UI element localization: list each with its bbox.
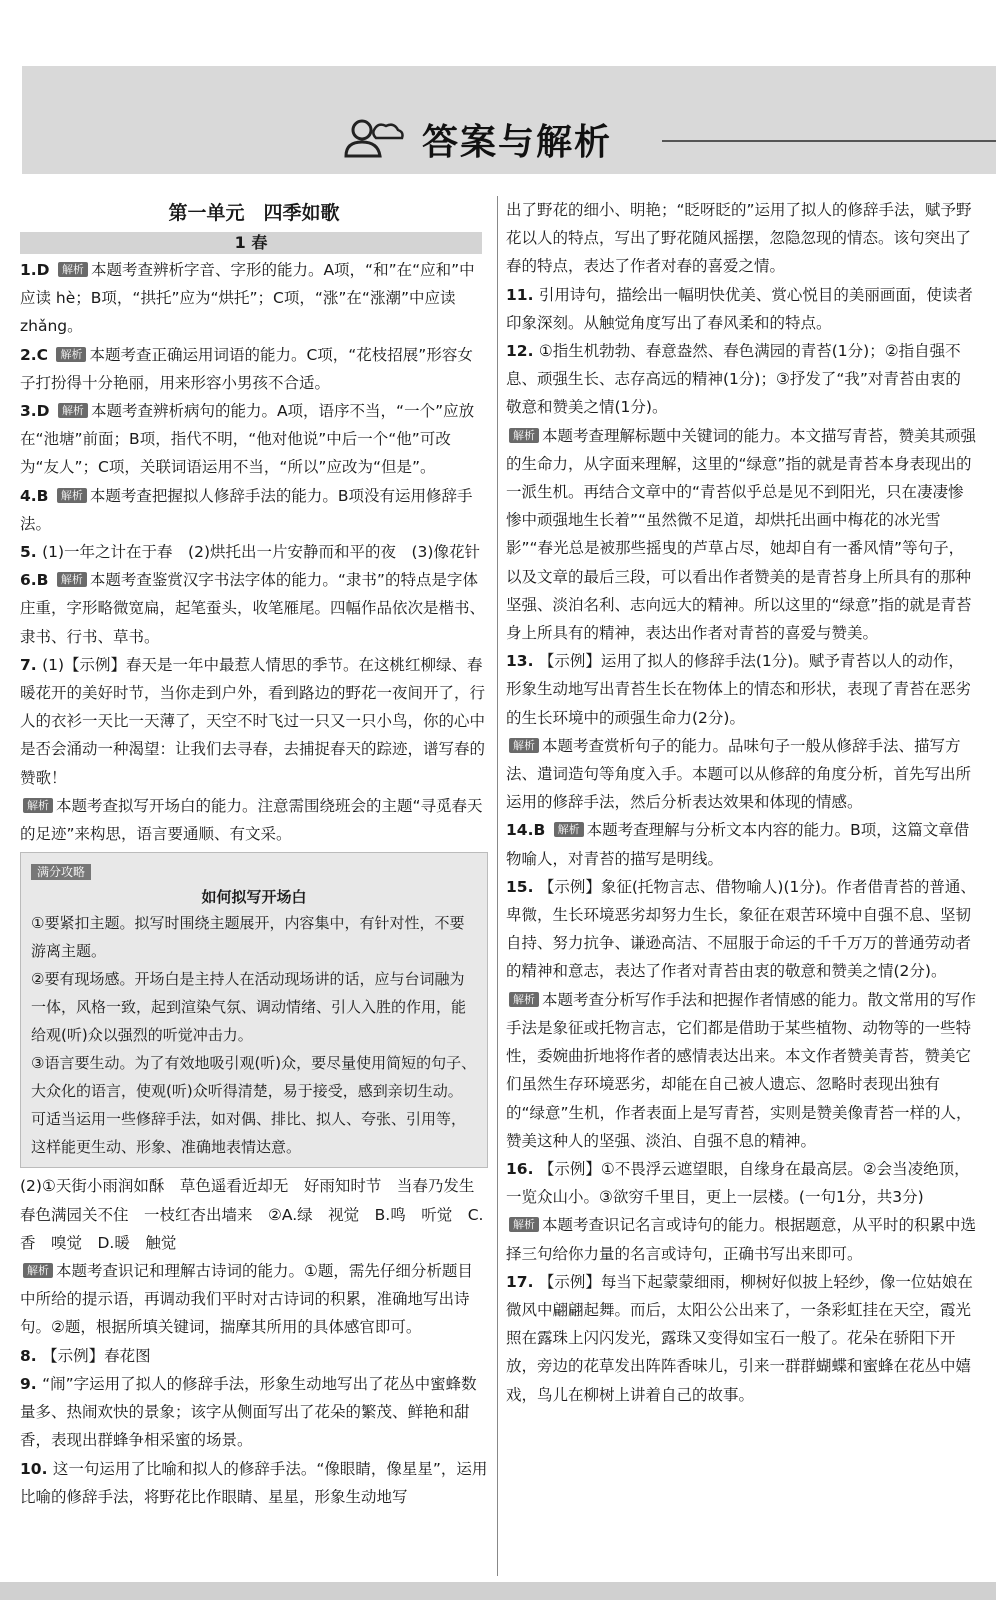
answer-text: 本题考查把握拟人修辞手法的能力。B项没有运用修辞手法。 xyxy=(20,486,473,533)
analysis-tag: 解析 xyxy=(23,798,53,813)
answer-number: 17. xyxy=(506,1272,539,1291)
column-divider xyxy=(497,196,498,1576)
tip-box xyxy=(20,852,488,1168)
left-column xyxy=(20,196,488,1511)
answer-item xyxy=(506,647,976,732)
answer-item xyxy=(20,1455,488,1511)
answer-number: 2.C xyxy=(20,345,54,364)
answer-item xyxy=(20,256,488,341)
answer-item xyxy=(506,422,976,648)
answer-text: 【示例】①不畏浮云遮望眼，自缘身在最高层。②会当凌绝顶，一览众山小。③欲穷千里目，更上一层楼。(一句1分，共3分) xyxy=(506,1159,970,1207)
answer-number: 10. xyxy=(20,1459,53,1478)
answer-text: 本题考查正确运用词语的能力。C项，“花枝招展”形容女子打扮得十分艳丽，用来形容小男孩不合适。 xyxy=(20,345,473,392)
analysis-tag: 解析 xyxy=(509,428,539,443)
answer-item xyxy=(506,1268,976,1409)
answer-text: 【示例】运用了拟人的修辞手法(1分)。赋予青苔以人的动作，形象生动地写出青苔生长在物体上的情态和形状，表现了青苔在恶劣的生长环境中的顽强生命力(2分)。 xyxy=(506,652,972,727)
tip-paragraph: ①要紧扣主题。拟写时围绕主题展开，内容集中，有针对性，不要游离主题。 xyxy=(31,914,465,961)
answer-item xyxy=(20,1370,488,1455)
cloud-person-icon xyxy=(340,116,406,160)
answer-item xyxy=(506,986,976,1155)
answer-item xyxy=(506,337,976,422)
lesson-title: 1 春 xyxy=(20,232,482,254)
answer-number: 6.B xyxy=(20,571,54,590)
page-bottom-bar xyxy=(0,1582,996,1600)
answer-list-left xyxy=(20,256,488,848)
answer-text: 本题考查理解标题中关键词的能力。本文描写青苔，赞美其顽强的生命力，从字面来理解，这里的“绿意”指的就是青苔本身表现出的一派生机。再结合文章中的“青苔似乎总是见不到阳光，只在凄凄惨惨中顽强地生长着”“虽然微不足道，却烘托出画中梅花的冰光雪影”“春光总是被那些摇曳的芦草占尽，她却自有一番风情”等句子，以及文章的最后三段，可以看出作者赞美的是青苔身上所具有的那种坚强、淡泊名利、志向远大的精神。所以这里的“绿意”指的就是青苔身上所具有的精神，表达出作者对青苔的喜爱与赞美。 xyxy=(506,426,977,643)
analysis-tag: 解析 xyxy=(57,488,87,503)
answer-item xyxy=(506,281,976,337)
answer-text: 【示例】春花图 xyxy=(42,1346,151,1365)
answer-text: (2)①天街小雨润如酥 草色遥看近却无 好雨知时节 当春乃发生 春色满园关不住 一枝红杏出墙来 ②A.绿 视觉 B.鸣 听觉 C.香 嗅觉 D.暖 触觉 xyxy=(20,1177,490,1252)
answer-text: 本题考查鉴赏汉字书法字体的能力。“隶书”的特点是字体庄重，字形略微宽扁，起笔蚕头，收笔雁尾。四幅作品依次是楷书、隶书、行书、草书。 xyxy=(20,571,486,646)
answer-item xyxy=(506,196,976,281)
answer-text: 本题考查识记和理解古诗词的能力。①题，需先仔细分析题目中所给的提示语，再调动我们平时对古诗词的积累，准确地写出诗句。②题，根据所填关键词，揣摩其所用的具体感官即可。 xyxy=(20,1262,473,1337)
answer-number: 5. xyxy=(20,543,43,562)
answer-text: 出了野花的细小、明艳；“眨呀眨的”运用了拟人的修辞手法，赋予野花以人的特点，写出了野花随风摇摆，忽隐忽现的情态。该句突出了春的特点，表达了作者对春的喜爱之情。 xyxy=(506,201,972,276)
answer-text: 【示例】象征(托物言志、借物喻人)(1分)。作者借青苔的普通、卑微，生长环境恶劣却努力生长，象征在艰苦环境中自强不息、坚韧自持、努力抗争、谦逊高洁、不屈服于命运的千千万万的普通劳动者的精神和意志，表达了作者对青苔由衷的敬意和赞美之情(2分)。 xyxy=(506,877,976,981)
analysis-tag: 解析 xyxy=(56,347,86,362)
answer-number: 3.D xyxy=(20,402,55,421)
analysis-tag: 解析 xyxy=(554,822,584,837)
tip-title: 如何拟写开场白 xyxy=(201,888,307,907)
answer-item xyxy=(506,1211,976,1267)
answer-item xyxy=(20,341,488,397)
tip-paragraph: ③语言要生动。为了有效地吸引观(听)众，要尽量使用简短的句子、大众化的语言，使观(听)众听得清楚，易于接受，感到亲切生动。可适当运用一些修辞手法，如对偶、排比、拟人、夸张、引用等，这样能更生动、形象、准确地表情达意。 xyxy=(31,1054,477,1157)
tip-paragraph: ②要有现场感。开场白是主持人在活动现场讲的话，应与台词融为一体，风格一致，起到渲染气氛、调动情绪、引人入胜的作用，能给观(听)众以强烈的听觉冲击力。 xyxy=(31,970,467,1045)
answer-item xyxy=(506,873,976,986)
answer-item xyxy=(506,1155,976,1211)
answer-number: 14.B xyxy=(506,821,551,840)
right-column xyxy=(506,196,976,1409)
answer-number: 8. xyxy=(20,1346,43,1365)
answer-text: 【示例】每当下起蒙蒙细雨，柳树好似披上轻纱，像一位姑娘在微风中翩翩起舞。而后，太阳公公出来了，一条彩虹挂在天空，霞光照在露珠上闪闪发光，露珠又变得如宝石一般了。花朵在骄阳下开放，旁边的花草发出阵阵香味儿，引来一群群蝴蝶和蜜蜂在花丛中嬉戏，鸟儿在柳树上讲着自己的故事。 xyxy=(506,1272,973,1404)
answer-text: 本题考查赏析句子的能力。品味句子一般从修辞手法、描写方法、遣词造句等角度入手。本题可以从修辞的角度分析，首先写出所运用的修辞手法，然后分析表达效果和体现的情感。 xyxy=(506,736,972,812)
answer-item xyxy=(20,1342,488,1370)
answer-list-right xyxy=(506,196,976,1409)
answer-item xyxy=(506,732,976,817)
answer-item xyxy=(20,538,488,566)
answer-item xyxy=(20,566,488,651)
answer-text: 这一句运用了比喻和拟人的修辞手法。“像眼睛，像星星”，运用比喻的修辞手法，将野花比作眼睛、星星，形象生动地写 xyxy=(20,1459,488,1506)
answer-item xyxy=(20,792,488,848)
answer-text: 本题考查理解与分析文本内容的能力。B项，这篇文章借物喻人，对青苔的描写是明线。 xyxy=(506,821,970,868)
answer-item xyxy=(20,397,488,482)
analysis-tag: 解析 xyxy=(58,403,88,418)
answer-item xyxy=(20,482,488,538)
answer-number: 4.B xyxy=(20,486,54,505)
analysis-tag: 解析 xyxy=(58,262,88,277)
answer-number: 1.D xyxy=(20,261,55,279)
answer-item xyxy=(20,651,488,792)
answer-number: 13. xyxy=(506,652,539,671)
header-rule xyxy=(662,140,996,142)
answer-number: 16. xyxy=(506,1159,539,1178)
analysis-tag: 解析 xyxy=(509,992,539,1007)
answer-list-left-continued xyxy=(20,1172,488,1510)
answer-number: 11. xyxy=(506,285,539,304)
tip-tag: 满分攻略 xyxy=(31,864,91,880)
answer-text: 本题考查拟写开场白的能力。注意需围绕班会的主题“寻觅春天的足迹”来构思，语言要通顺、有文采。 xyxy=(20,796,483,844)
analysis-tag: 解析 xyxy=(509,1217,539,1232)
page-title: 答案与解析 xyxy=(422,122,613,163)
answer-number: 9. xyxy=(20,1374,43,1393)
answer-text: (1)一年之计在于春 (2)烘托出一片安静而和平的夜 (3)像花针 xyxy=(42,543,480,562)
answer-text: 本题考查分析写作手法和把握作者情感的能力。散文常用的写作手法是象征或托物言志，它们都是借助于某些植物、动物等的一些特性，委婉曲折地将作者的感情表达出来。本文作者赞美青苔，赞美它们虽然生存环境恶劣，却能在自己被人遗忘、忽略时表现出独有的“绿意”生机，作者表面上是写青苔，实则是赞美像青苔一样的人，赞美这种人的坚强、淡泊、自强不息的精神。 xyxy=(506,990,977,1150)
answer-item xyxy=(20,1257,488,1342)
answer-text: (1)【示例】春天是一年中最惹人情思的季节。在这桃红柳绿、春暖花开的美好时节，当你走到户外，看到路边的野花一夜间开了，行人的衣衫一天比一天薄了，天空不时飞过一只又一只小鸟，你的心中是否会涌动一种渴望：让我们去寻春，去捕捉春天的踪迹，谱写春的赞歌！ xyxy=(20,655,486,787)
unit-title: 第一单元 四季如歌 xyxy=(168,202,340,224)
answer-text: 本题考查识记名言或诗句的能力。根据题意，从平时的积累中选择三句给你力量的名言或诗句，正确书写出来即可。 xyxy=(506,1216,977,1263)
answer-text: 引用诗句，描绘出一幅明快优美、赏心悦目的美丽画面，使读者印象深刻。从触觉角度写出了春风柔和的特点。 xyxy=(506,285,973,332)
answer-number: 12. xyxy=(506,342,539,361)
answer-number: 15. xyxy=(506,877,539,896)
answer-item xyxy=(20,1172,488,1257)
answer-text: 本题考查辨析字音、字形的能力。A项，“和”在“应和”中应读 hè；B项，“拱托”应为“烘托”；C项，“涨”在“涨潮”中应读 zhǎng。 xyxy=(20,261,475,336)
answer-number: 7. xyxy=(20,655,43,674)
analysis-tag: 解析 xyxy=(57,572,87,587)
analysis-tag: 解析 xyxy=(23,1263,53,1278)
answer-item xyxy=(506,816,976,872)
answer-text: ①指生机勃勃、春意盎然、春色满园的青苔(1分)；②指自强不息、顽强生长、志存高远的精神(1分)；③抒发了“我”对青苔由衷的敬意和赞美之情(1分)。 xyxy=(506,342,961,417)
page-header xyxy=(22,66,996,174)
answer-text: “闹”字运用了拟人的修辞手法，形象生动地写出了花丛中蜜蜂数量多、热闹欢快的景象；该字从侧面写出了花朵的繁茂、鲜艳和甜香，表现出群蜂争相采蜜的场景。 xyxy=(20,1374,477,1450)
analysis-tag: 解析 xyxy=(509,738,539,753)
answer-text: 本题考查辨析病句的能力。A项，语序不当，“一个”应放在“池塘”前面；B项，指代不明，“他对他说”中后一个“他”可改为“友人”；C项，关联词语运用不当，“所以”应改为“但是”。 xyxy=(20,402,475,477)
